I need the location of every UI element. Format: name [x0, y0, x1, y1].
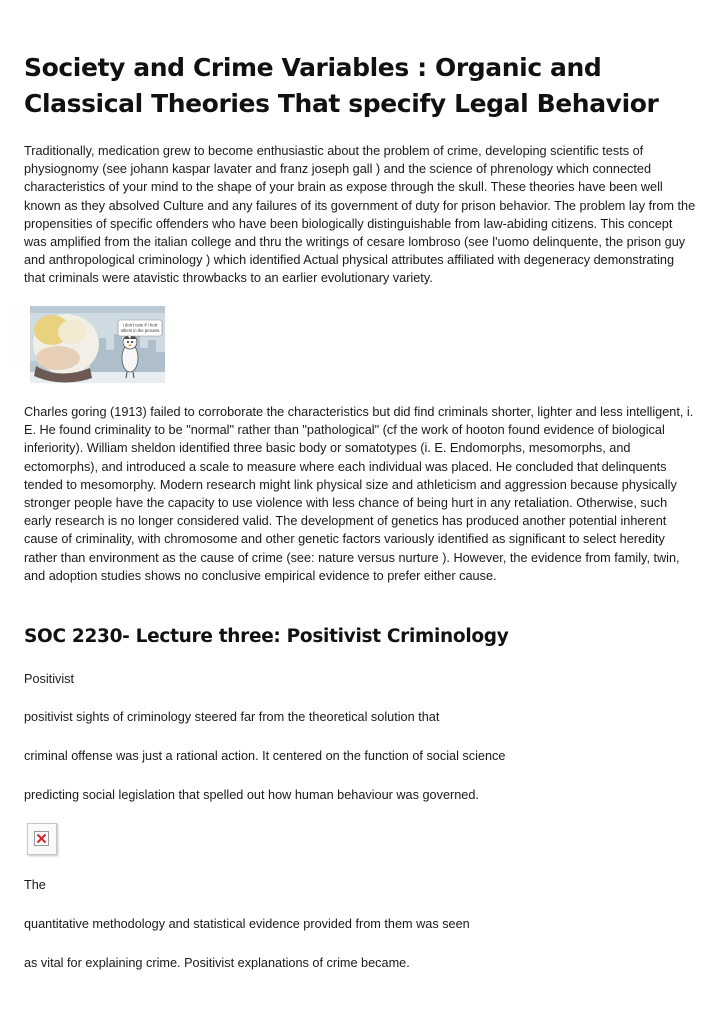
text-line: as vital for explaining crime. Positivist explanations of crime became. — [24, 956, 410, 970]
text-line: criminal offense was just a rational action. It centered on the function of social science — [24, 749, 506, 763]
text-line: predicting social legislation that spelled out how human behaviour was governed. — [24, 788, 479, 802]
speech-bubble-text-1: I don't care if I hurt — [122, 322, 158, 328]
text-line: Positivist — [24, 672, 75, 686]
speech-bubble-text-2: others in the process — [120, 328, 160, 333]
close-x-icon — [35, 832, 48, 845]
body-paragraph: Charles goring (1913) failed to corroborate the characteristics but did find criminals shorter, lighter and less intelligent, i. E. He found criminality to be "normal" rather than "pathological" (cf the work of hooton found evidence of biological inferiority). William sheldon identified three basic body or somatotypes (i. E. Endomorphs, mesomorphs, and ectomorphs), and introduced a scale to measure where each individual was placed. He concluded that delinquents tended to mesomorphy. Modern research might link physical size and athleticism and aggression because physically stronger people have the capacity to use violence with less chance of being hurt in any retaliation. Otherwise, such early research is no longer considered valid. The development of genetics has produced another potential inherent cause of criminality, with chromosome and other genetic factors variously identified as significant to select heredity rather than environment as the cause of crime (see: nature versus nurture ). However, the evidence from family, twin, and adoption studies shows no conclusive empirical evidence to prefer either cause. — [24, 405, 694, 583]
page-title: Society and Crime Variables : Organic and Classical Theories That specify Legal Behavior — [24, 53, 659, 118]
cartoon-illustration-graphic — [30, 306, 165, 383]
cartoon-illustration — [30, 306, 165, 383]
intro-paragraph: Traditionally, medication grew to become enthusiastic about the problem of crime, developing scientific tests of physiognomy (see johann kaspar lavater and franz joseph gall ) and the science of phrenology which connected characteristics of your mind to the shape of your brain as expose through the skull. These theories have been well known as they absolved Culture and any failures of its government of duty for prison behavior. The problem lay from the propensities of specific offenders who have been biologically distinguishable from law-abiding citizens. This concept was amplified from the italian college and thru the writings of cesare lombroso (see l'uomo delinquente, the prison guy and anthropological criminology ) which identified Actual physical attributes affiliated with degeneracy demonstrating that criminals were atavistic throwbacks to an earlier evolutionary variety. — [24, 144, 696, 286]
text-line: positivist sights of criminology steered far from the theoretical solution that — [24, 710, 440, 724]
section-heading: SOC 2230- Lecture three: Positivist Criminology — [24, 626, 509, 647]
text-line: quantitative methodology and statistical evidence provided from them was seen — [24, 917, 470, 931]
broken-image-x-box — [34, 831, 49, 846]
text-line: The — [24, 878, 46, 892]
broken-image-icon — [27, 823, 57, 855]
